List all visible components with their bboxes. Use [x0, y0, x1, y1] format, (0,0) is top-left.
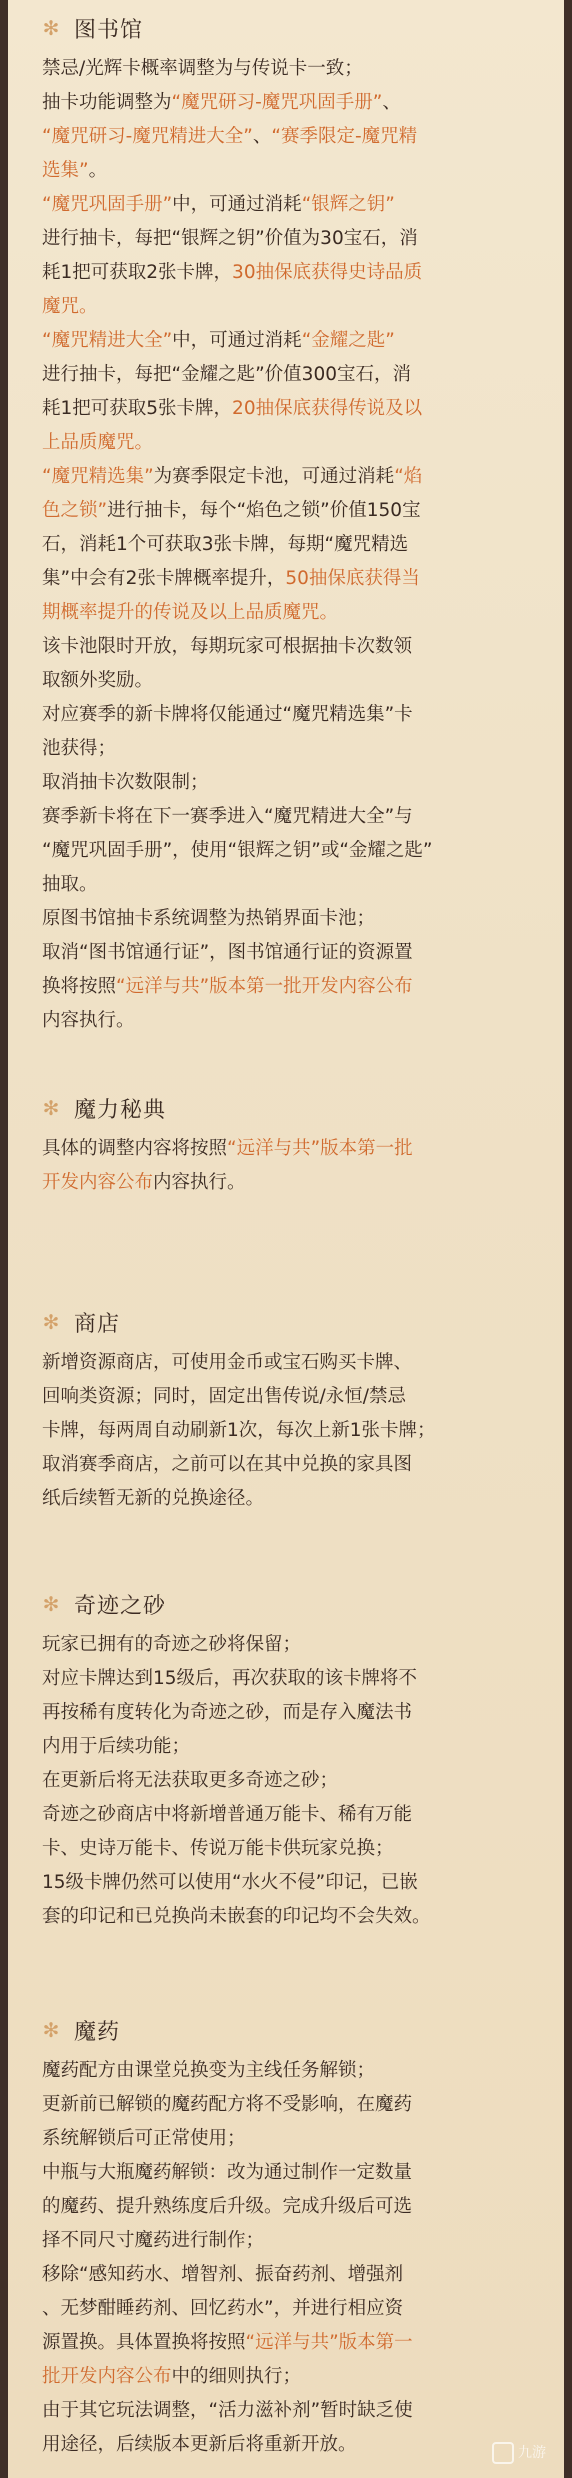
text-line [42, 2156, 546, 2190]
body-text: 用途径，后续版本更新后将重新开放。 [42, 2434, 357, 2455]
text-line [42, 1628, 546, 1662]
body-text: 、无梦酣睡药剂、回忆药水”，并进行相应资 [42, 2298, 404, 2319]
body-text: 抽卡功能调整为 [42, 92, 172, 113]
text-line [42, 2326, 546, 2360]
text-line [42, 1832, 546, 1866]
body-text: 该卡池限时开放，每期玩家可根据抽卡次数领 [42, 636, 413, 657]
body-text: 池获得； [42, 738, 117, 759]
highlight-text: “焰 [394, 466, 423, 487]
text-line [42, 562, 546, 596]
body-text: 玩家已拥有的奇迹之砂将保留； [42, 1634, 302, 1655]
body-text: 、 [252, 126, 272, 147]
section-header [42, 1298, 546, 1346]
text-line [42, 596, 546, 630]
body-text: 抽取。 [42, 874, 98, 895]
body-text: 15级卡牌仍然可以使用“水火不侵”印记，已嵌 [42, 1872, 418, 1893]
star-icon: ✻ [42, 1310, 60, 1334]
text-line [42, 664, 546, 698]
section-shop [42, 1298, 546, 1516]
highlight-text: “魔咒研习-魔咒巩固手册” [171, 92, 383, 113]
body-text: 取额外奖励。 [42, 670, 154, 691]
body-text: 赛季新卡将在下一赛季进入“魔咒精进大全”与 [42, 806, 413, 827]
body-text: 更新前已解锁的魔药配方将不受影响，在魔药 [42, 2094, 413, 2115]
section-body [42, 1346, 546, 1516]
text-line [42, 52, 546, 86]
text-line [42, 630, 546, 664]
text-line [42, 2054, 546, 2088]
text-line [42, 868, 546, 902]
body-text: 由于其它玩法调整，“活力滋补剂”暂时缺乏使 [42, 2400, 413, 2421]
highlight-text: “金耀之匙” [301, 330, 395, 351]
body-text: 集”中会有2张卡牌概率提升， [42, 568, 286, 589]
body-text: 进行抽卡，每个“焰色之锁”价值150宝 [107, 500, 421, 521]
body-text: 择不同尺寸魔药进行制作； [42, 2230, 265, 2251]
highlight-text: 50抽保底获得当 [285, 568, 420, 589]
section-body [42, 1132, 546, 1200]
text-line [42, 2360, 546, 2394]
text-line [42, 800, 546, 834]
text-line [42, 528, 546, 562]
body-text: 回响类资源；同时，固定出售传说/永恒/禁忌 [42, 1386, 406, 1407]
body-text: 具体的调整内容将按照 [42, 1138, 228, 1159]
body-text: 取消赛季商店，之前可以在其中兑换的家具图 [42, 1454, 413, 1475]
text-line [42, 1730, 546, 1764]
watermark-text: 九游 [518, 2445, 546, 2461]
body-text: 的魔药、提升熟练度后升级。完成升级后可选 [42, 2196, 413, 2217]
text-line [42, 1482, 546, 1516]
section-magic-codex [42, 1084, 546, 1200]
body-text: 。 [88, 160, 108, 181]
body-text: 中瓶与大瓶魔药解锁：改为通过制作一定数量 [42, 2162, 413, 2183]
text-line [42, 494, 546, 528]
body-text: 内容执行。 [153, 1172, 246, 1193]
highlight-text: 上品质魔咒。 [42, 432, 154, 453]
section-title: 图书馆 [74, 17, 144, 43]
star-icon: ✻ [42, 16, 60, 40]
body-text: 进行抽卡，每把“金耀之匙”价值300宝石，消 [42, 364, 411, 385]
text-line [42, 1662, 546, 1696]
text-line [42, 120, 546, 154]
body-text: 魔药配方由课堂兑换变为主线任务解锁； [42, 2060, 376, 2081]
text-line [42, 1004, 546, 1038]
text-line [42, 86, 546, 120]
highlight-text: 期概率提升的传说及以上品质魔咒。 [42, 602, 339, 623]
text-line [42, 324, 546, 358]
star-icon: ✻ [42, 1096, 60, 1120]
text-line [42, 1764, 546, 1798]
text-line [42, 290, 546, 324]
body-text: 为赛季限定卡池，可通过消耗 [153, 466, 395, 487]
text-line [42, 698, 546, 732]
text-line [42, 834, 546, 868]
text-line [42, 392, 546, 426]
text-line [42, 1798, 546, 1832]
text-line [42, 1166, 546, 1200]
highlight-text: “魔咒巩固手册” [42, 194, 173, 215]
body-text: 新增资源商店，可使用金币或宝石购买卡牌、 [42, 1352, 413, 1373]
body-text: 中，可通过消耗 [172, 194, 302, 215]
body-text: 耗1把可获取5张卡牌， [42, 398, 233, 419]
text-line [42, 1414, 546, 1448]
text-line [42, 766, 546, 800]
text-line [42, 2122, 546, 2156]
body-text: 、 [382, 92, 401, 113]
section-header [42, 1084, 546, 1132]
body-text: 石，消耗1个可获取3张卡牌，每期“魔咒精选 [42, 534, 409, 555]
highlight-text: 批开发内容公布 [42, 2366, 172, 2387]
text-line [42, 1346, 546, 1380]
section-library [42, 4, 546, 1038]
section-body [42, 2054, 546, 2462]
body-text: 奇迹之砂商店中将新增普通万能卡、稀有万能 [42, 1804, 413, 1825]
highlight-text: “魔咒研习-魔咒精进大全” [42, 126, 253, 147]
text-line [42, 188, 546, 222]
body-text: 卡牌，每两周自动刷新1次，每次上新1张卡牌； [42, 1420, 436, 1441]
body-text: 源置换。具体置换将按照 [42, 2332, 246, 2353]
text-line [42, 2428, 546, 2462]
watermark-logo-icon [492, 2442, 514, 2464]
text-line [42, 2292, 546, 2326]
highlight-text: “远洋与共”版本第一批开发内容公布 [116, 976, 413, 997]
body-text: 禁忌/光辉卡概率调整为与传说卡一致； [42, 58, 363, 79]
text-line [42, 256, 546, 290]
section-title: 魔力秘典 [74, 1097, 167, 1123]
section-body [42, 52, 546, 1038]
body-text: 卡、史诗万能卡、传说万能卡供玩家兑换； [42, 1838, 394, 1859]
text-line [42, 1900, 546, 1934]
text-line [42, 1866, 546, 1900]
star-icon: ✻ [42, 1592, 60, 1616]
body-text: 再按稀有度转化为奇迹之砂，而是存入魔法书 [42, 1702, 413, 1723]
text-line [42, 2394, 546, 2428]
section-title: 奇迹之砂 [74, 1593, 167, 1619]
body-text: 取消抽卡次数限制； [42, 772, 209, 793]
text-line [42, 970, 546, 1004]
body-text: 取消“图书馆通行证”，图书馆通行证的资源置 [42, 942, 413, 963]
body-text: 内容执行。 [42, 1010, 135, 1031]
text-line [42, 460, 546, 494]
body-text: 原图书馆抽卡系统调整为热销界面卡池； [42, 908, 376, 929]
body-text: 套的印记和已兑换尚未嵌套的印记均不会失效。 [42, 1906, 431, 1927]
text-line [42, 1696, 546, 1730]
highlight-text: “赛季限定-魔咒精 [271, 126, 418, 147]
highlight-text: 30抽保底获得史诗品质 [232, 262, 423, 283]
highlight-text: “远洋与共”版本第一 [245, 2332, 413, 2353]
text-line [42, 902, 546, 936]
text-line [42, 2190, 546, 2224]
body-text: 中的细则执行； [171, 2366, 302, 2387]
section-title: 商店 [74, 1311, 121, 1337]
body-text: 纸后续暂无新的兑换途径。 [42, 1488, 265, 1509]
section-body [42, 1628, 546, 1934]
body-text: 中，可通过消耗 [172, 330, 302, 351]
text-line [42, 936, 546, 970]
body-text: 进行抽卡，每把“银辉之钥”价值为30宝石，消 [42, 228, 418, 249]
section-header [42, 4, 546, 52]
highlight-text: “魔咒精选集” [42, 466, 154, 487]
body-text: 对应卡牌达到15级后，再次获取的该卡牌将不 [42, 1668, 418, 1689]
highlight-text: 开发内容公布 [42, 1172, 154, 1193]
section-header [42, 1580, 546, 1628]
body-text: 移除“感知药水、增智剂、振奋药剂、增强剂 [42, 2264, 404, 2285]
text-line [42, 222, 546, 256]
section-header [42, 2006, 546, 2054]
body-text: 系统解锁后可正常使用； [42, 2128, 246, 2149]
highlight-text: “银辉之钥” [301, 194, 395, 215]
highlight-text: 20抽保底获得传说及以 [232, 398, 423, 419]
text-line [42, 732, 546, 766]
highlight-text: 色之锁” [42, 500, 108, 521]
text-line [42, 1380, 546, 1414]
section-title: 魔药 [74, 2019, 121, 2045]
highlight-text: 选集” [42, 160, 89, 181]
section-potions [42, 2006, 546, 2462]
highlight-text: “远洋与共”版本第一批 [227, 1138, 413, 1159]
body-text: 耗1把可获取2张卡牌， [42, 262, 233, 283]
highlight-text: 魔咒。 [42, 296, 98, 317]
text-line [42, 358, 546, 392]
star-icon: ✻ [42, 2018, 60, 2042]
highlight-text: “魔咒精进大全” [42, 330, 173, 351]
body-text: 对应赛季的新卡牌将仅能通过“魔咒精选集”卡 [42, 704, 413, 725]
body-text: “魔咒巩固手册”，使用“银辉之钥”或“金耀之匙” [42, 840, 433, 861]
text-line [42, 2224, 546, 2258]
body-text: 内用于后续功能； [42, 1736, 191, 1757]
text-line [42, 2258, 546, 2292]
text-line [42, 1132, 546, 1166]
body-text: 在更新后将无法获取更多奇迹之砂； [42, 1770, 339, 1791]
body-text: 换将按照 [42, 976, 117, 997]
text-line [42, 1448, 546, 1482]
text-line [42, 2088, 546, 2122]
text-line [42, 154, 546, 188]
section-miracle-sand [42, 1580, 546, 1934]
watermark [492, 2442, 546, 2464]
text-line [42, 426, 546, 460]
